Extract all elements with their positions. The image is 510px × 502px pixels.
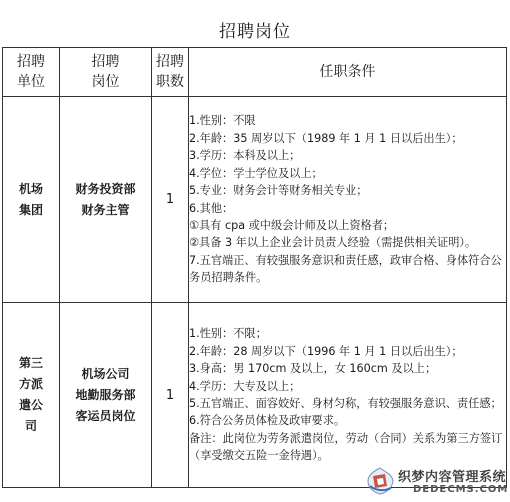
header-count: 招聘 职数 [152,48,189,97]
unit-cell: 第三 方派 遣公 司 [3,303,60,488]
requirement-line: 5.五官端正、面容姣好、身材匀称，有较强服务意识、责任感； [189,397,502,410]
requirement-line: ②具备 3 年以上企业会计员责人经验（需提供相关证明）。 [189,236,477,250]
header-unit: 招聘 单位 [3,48,60,97]
requirement-line: 1.性别：不限； [189,327,267,341]
position-cell: 机场公司 地勤服务部 客运员岗位 [60,303,152,488]
requirement-line: 5.专业：财务会计等财务相关专业； [189,184,368,198]
table-row [3,97,507,303]
requirement-line: 3.身高：男 170cm 及以上，女 160cm 及以上； [189,362,437,376]
header-position: 招聘 岗位 [60,48,152,97]
requirement-line: 6.符合公务员体检及政审要求。 [189,414,346,428]
requirement-line: 4.学位：学士学位及以上； [189,166,323,180]
requirements-cell [189,97,507,303]
table-row [3,303,507,488]
watermark-text-en: DEDECMS.COM [413,484,509,495]
requirement-line: 4.学历：大专及以上； [189,379,301,393]
page-title: 招聘岗位 [219,22,291,42]
requirement-line: 备注：此岗位为劳务派遣岗位，劳动（合同）关系为第三方签订（享受缴交五险一金待遇）。 [189,431,503,463]
job-table [2,47,507,488]
watermark-text-cn: 织梦内容管理系统 [398,470,507,485]
requirement-line: 2.年龄：35 周岁以下（1989 年 1 月 1 日以后出生）； [189,131,463,145]
dedecms-logo-icon [365,466,395,496]
requirement-line: 2.年龄：28 周岁以下（1996 年 1 月 1 日以后出生）； [189,344,463,358]
header-requirements: 任职条件 [189,48,507,97]
requirement-line: 3.学历：本科及以上； [189,149,301,163]
requirement-line: 1.性别：不限 [189,114,256,128]
requirement-line: 7.五官端正、有较强服务意识和责任感，政审合格、身体符合公务员招聘条件。 [189,253,502,285]
requirements-cell [189,303,507,488]
table-header-row [3,48,507,97]
watermark-logo [365,462,510,502]
count-cell: 1 [152,97,189,303]
position-cell: 财务投资部 财务主管 [60,97,152,303]
requirement-line: 6.其他： [189,201,234,215]
requirement-line: ①具有 cpa 或中级会计师及以上资格者； [189,218,395,232]
count-cell: 1 [152,303,189,488]
unit-cell: 机场 集团 [3,97,60,303]
